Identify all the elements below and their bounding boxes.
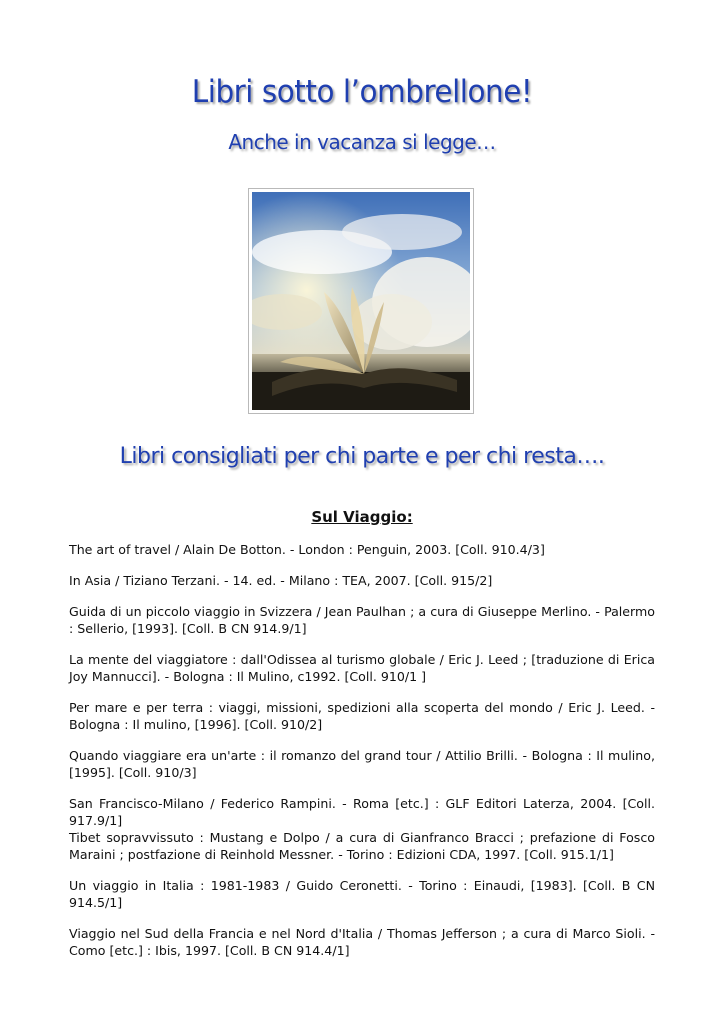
list-item: La mente del viaggiatore : dall'Odissea al turismo globale / Eric J. Leed ; [traduzione di Erica Joy Mannucci]. - Bologna : Il Mulino, c1992. [Coll. 910/1 ]: [69, 652, 655, 684]
list-item: Per mare e per terra : viaggi, missioni, spedizioni alla scoperta del mondo / Eric J. Leed. - Bologna : Il mulino, [1996]. [Coll. 910/2]: [69, 700, 655, 732]
list-item: In Asia / Tiziano Terzani. - 14. ed. - Milano : TEA, 2007. [Coll. 915/2]: [69, 573, 493, 588]
hero-image-frame: [248, 188, 474, 414]
list-item: Viaggio nel Sud della Francia e nel Nord d'Italia / Thomas Jefferson ; a cura di Marco Sioli. - Como [etc.] : Ibis, 1997. [Coll. B CN 914.4/1]: [69, 926, 655, 958]
page-subtitle: Anche in vacanza si legge…: [228, 130, 496, 154]
section-heading: Libri consigliati per chi parte e per chi resta….: [119, 444, 605, 469]
list-item: Quando viaggiare era un'arte : il romanzo del grand tour / Attilio Brilli. - Bologna : Il mulino, [1995]. [Coll. 910/3]: [69, 748, 655, 780]
page-title: Libri sotto l’ombrellone!: [191, 74, 533, 110]
list-item: The art of travel / Alain De Botton. - London : Penguin, 2003. [Coll. 910.4/3]: [69, 542, 545, 557]
bibliography-list: [69, 541, 655, 959]
open-book-sky-icon: [252, 192, 470, 410]
list-item: San Francisco-Milano / Federico Rampini. - Roma [etc.] : GLF Editori Laterza, 2004. [Coll. 917.9/1]: [69, 796, 655, 828]
list-item: Un viaggio in Italia : 1981-1983 / Guido Ceronetti. - Torino : Einaudi, [1983]. [Coll. B CN 914.5/1]: [69, 878, 655, 910]
list-item: Guida di un piccolo viaggio in Svizzera / Jean Paulhan ; a cura di Giuseppe Merlino. - Palermo : Sellerio, [1993]. [Coll. B CN 914.9/1]: [69, 604, 655, 636]
list-item: Tibet sopravvissuto : Mustang e Dolpo / a cura di Gianfranco Bracci ; prefazione di Fosco Maraini ; postfazione di Reinhold Messner. - Torino : Edizioni CDA, 1997. [Coll. 915.1/1]: [69, 830, 655, 862]
subsection-heading: Sul Viaggio:: [311, 508, 413, 526]
